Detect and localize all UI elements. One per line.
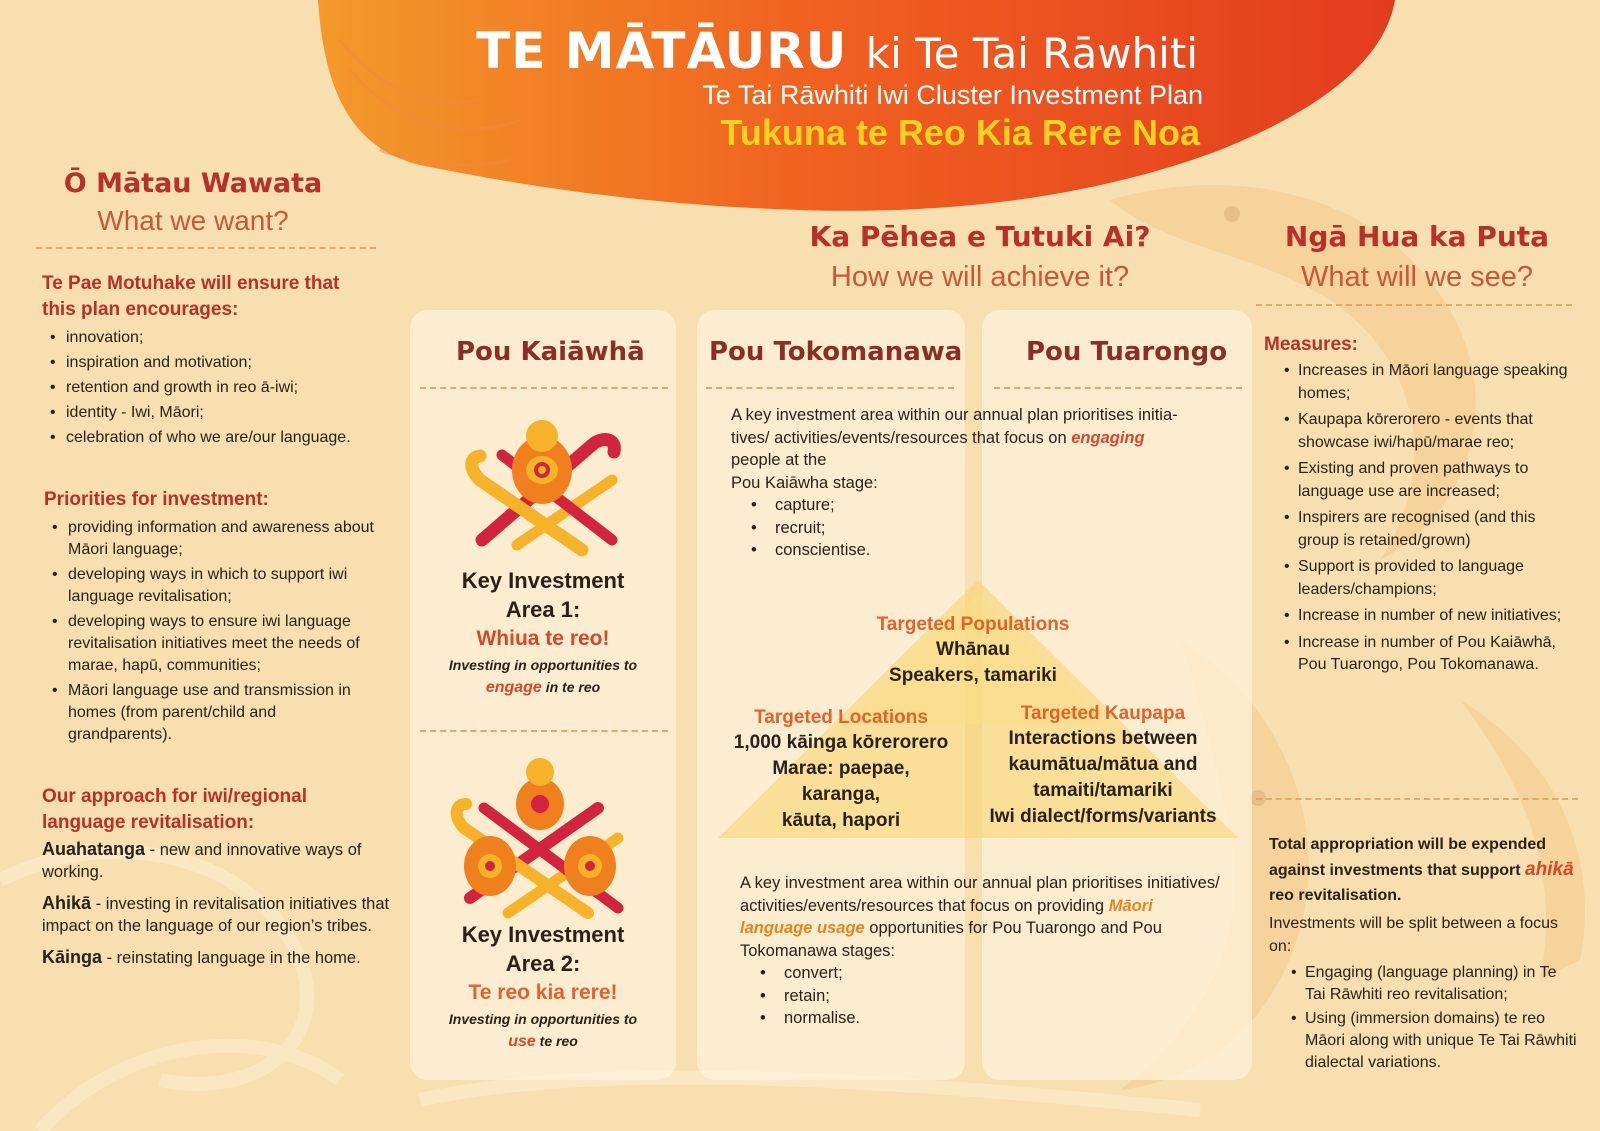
people-group-icon <box>448 748 632 924</box>
measure-item: • Existing and proven pathways to language use are increased; <box>1262 458 1572 503</box>
priority-item: • providing information and awareness about Māori language; <box>40 517 380 561</box>
targeted-locations-line: Marae: paepae, <box>772 758 910 779</box>
middle-subheading: How we will achieve it? <box>830 261 1130 293</box>
approach-item <box>42 838 402 883</box>
key-investment-area-2 <box>410 920 676 1053</box>
split-item: • Using (immersion domains) te reo Māori along with unique Te Tai Rāwhiti dialectal variations. <box>1269 1008 1579 1074</box>
engage-stage-list <box>731 494 1191 562</box>
targeted-kaupapa-line: Iwi dialect/forms/variants <box>989 806 1217 827</box>
divider <box>706 387 954 389</box>
divider <box>420 387 668 389</box>
usage-stage-item: • convert; <box>740 962 1220 985</box>
middle-header <box>660 220 1300 294</box>
ensure-list <box>38 327 406 449</box>
usage-stage-item: • retain; <box>740 985 1220 1008</box>
targeted-populations-line: Speakers, tamariki <box>889 665 1057 686</box>
targeted-locations-line: karanga, <box>801 784 881 805</box>
engage-stage-item: • recruit; <box>731 517 1191 540</box>
approach-term: Auahatanga <box>42 839 146 859</box>
targeted-kaupapa-line: kaumātua/mātua and <box>1008 754 1198 775</box>
approach-title: Our approach for iwi/regional language revitalisation: <box>42 786 307 833</box>
area1-description: Investing in opportunities to engage in te reo <box>448 657 638 696</box>
total-appropriation <box>1269 832 1579 1076</box>
usage-stage-list <box>740 962 1220 1030</box>
middle-heading: Ka Pēhea e Tutuki Ai? <box>809 220 1151 253</box>
priority-item: • developing ways in which to support iwi language revitalisation; <box>40 564 380 608</box>
approach-list <box>42 838 402 969</box>
area1-name: Whiua te reo! <box>476 627 610 650</box>
engage-stage-item: • conscientise. <box>731 539 1191 562</box>
people-group-icon <box>462 400 632 560</box>
pou-tuarongo-title: Pou Tuarongo <box>1026 337 1228 367</box>
area2-title: Key Investment Area 2: <box>461 922 625 976</box>
targeted-kaupapa <box>978 701 1228 830</box>
area2-description: Investing in opportunities to use te reo <box>448 1011 638 1050</box>
measure-item: • Inspirers are recognised (and this group is retained/grown) <box>1262 507 1572 552</box>
measure-item: • Support is provided to language leaders/champions; <box>1262 556 1572 601</box>
split-item: • Engaging (language planning) in Te Tai Rāwhiti reo revitalisation; <box>1269 962 1579 1006</box>
poster-tagline: Tukuna te Reo Kia Rere Noa <box>720 112 1200 153</box>
approach-desc: - reinstating language in the home. <box>102 949 361 967</box>
targeted-locations-line: kāuta, hapori <box>781 810 901 831</box>
targeted-populations-line: Whānau <box>936 639 1010 660</box>
usage-stage-paragraph: A key investment area within our annual plan prioritises initiatives/ activities/events/resources that focus on providing Māori language usage opportunities for Pou Tuarongo and Pou Tokomanawa stages: <box>740 874 1220 960</box>
split-list <box>1269 962 1579 1074</box>
targeted-locations <box>720 705 962 834</box>
measures-section <box>1262 332 1572 677</box>
engage-stage-item: • capture; <box>731 494 1191 517</box>
targeted-populations-label: Targeted Populations <box>876 614 1070 635</box>
targeted-kaupapa-line: tamaiti/tamariki <box>1033 780 1173 801</box>
engage-stage-line: Pou Kaiāwha stage: <box>731 473 878 492</box>
left-heading: Ō Mātau Wawata <box>63 168 323 199</box>
approach-term: Ahikā <box>42 893 92 913</box>
right-heading: Ngā Hua ka Puta <box>1284 220 1550 253</box>
usage-stage-item: • normalise. <box>740 1007 1220 1030</box>
targeted-locations-label: Targeted Locations <box>754 707 928 728</box>
approach-item <box>42 946 402 969</box>
priorities-list <box>40 517 380 746</box>
usage-stage-text <box>740 872 1220 1030</box>
approach-desc: - new and innovative ways of working. <box>42 841 362 881</box>
left-subheading: What we want? <box>97 205 289 236</box>
measure-item: • Increase in number of new initiatives; <box>1262 605 1572 628</box>
approach-item <box>42 892 402 937</box>
ensure-item: • retention and growth in reo ā-iwi; <box>38 377 406 399</box>
engage-stage-paragraph: A key investment area within our annual plan prioritises initia-tives/ activities/events/resources that focus on engaging people at the <box>731 406 1178 469</box>
ensure-item: • identity - Iwi, Māori; <box>38 402 406 424</box>
measure-item: • Increase in number of Pou Kaiāwhā, Pou Tuarongo, Pou Tokomanawa. <box>1262 632 1572 677</box>
measure-item: • Kaupapa kōrerorero - events that showcase iwi/hapū/marae reo; <box>1262 409 1572 454</box>
priority-item: • Māori language use and transmission in homes (from parent/child and grandparents). <box>40 680 380 746</box>
targeted-kaupapa-label: Targeted Kaupapa <box>1020 703 1186 724</box>
approach-desc: - investing in revitalisation initiatives that impact on the language of our region’s tribes. <box>42 895 390 935</box>
targeted-populations <box>838 612 1108 689</box>
priorities-title: Priorities for investment: <box>44 489 269 510</box>
priority-item: • developing ways to ensure iwi language revitalisation initiatives meet the needs of marae, hapū, communities; <box>40 611 380 677</box>
right-column <box>1262 220 1572 681</box>
split-intro: Investments will be split between a focus on: <box>1269 915 1559 955</box>
poster-title: TE MĀTĀURU ki Te Tai Rāwhiti <box>476 22 1198 80</box>
divider <box>1256 304 1572 306</box>
poster-subtitle: Te Tai Rāwhiti Iwi Cluster Investment Plan <box>702 80 1203 110</box>
total-statement: Total appropriation will be expended against investments that support ahikā reo revitalisation. <box>1269 836 1574 904</box>
pou-kaiawha-title: Pou Kaiāwhā <box>456 337 645 367</box>
pou-tokomanawa-title: Pou Tokomanawa <box>709 337 963 367</box>
divider <box>994 387 1242 389</box>
ensure-item: • inspiration and motivation; <box>38 352 406 374</box>
divider <box>1256 798 1578 800</box>
engage-stage-text <box>731 404 1191 562</box>
approach-term: Kāinga <box>42 947 103 967</box>
right-subheading: What will we see? <box>1300 261 1534 293</box>
measures-list <box>1262 360 1572 677</box>
targeted-kaupapa-line: Interactions between <box>1008 728 1198 749</box>
area2-name: Te reo kia rere! <box>468 981 618 1004</box>
targeted-locations-line: 1,000 kāinga kōrerorero <box>733 732 949 753</box>
ensure-item: • innovation; <box>38 327 406 349</box>
area1-title: Key Investment Area 1: <box>461 568 625 622</box>
measures-title: Measures: <box>1264 334 1358 355</box>
left-column <box>36 168 406 978</box>
ensure-title: Te Pae Motuhake will ensure that this plan encourages: <box>42 273 340 320</box>
divider <box>420 730 668 732</box>
measure-item: • Increases in Māori language speaking homes; <box>1262 360 1572 405</box>
key-investment-area-1 <box>410 566 676 699</box>
divider <box>36 247 376 249</box>
ensure-item: • celebration of who we are/our language. <box>38 427 406 449</box>
